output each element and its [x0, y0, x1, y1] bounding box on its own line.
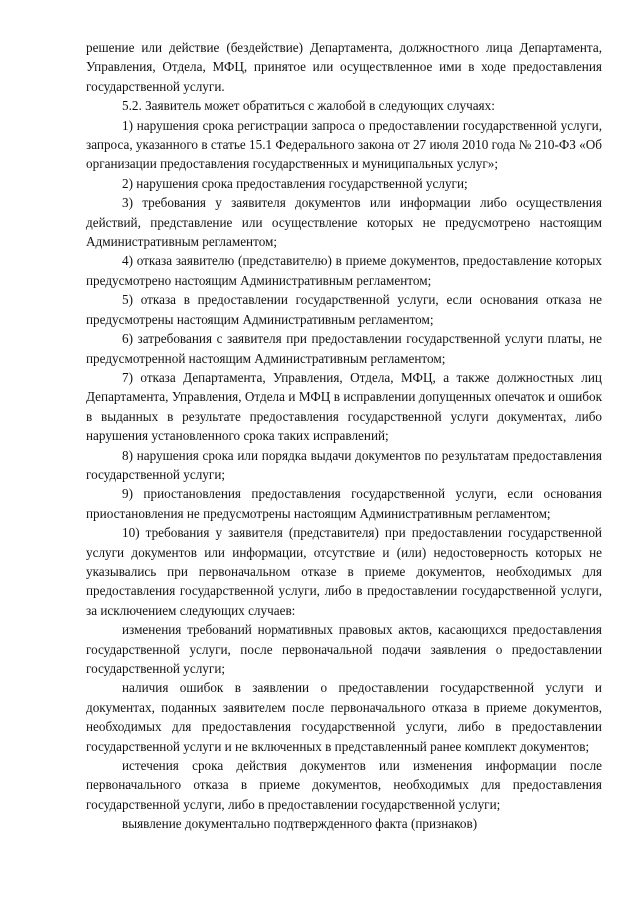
paragraph-continuation: решение или действие (бездействие) Департамента, должностного лица Департамента, Управления, Отдела, МФЦ, принятое или осуществленное ими в ходе предоставления государственной услуги. [86, 40, 602, 94]
exception-item-2: наличия ошибок в заявлении о предоставлении государственной услуги и документах, поданных заявителем после первоначального отказа в приеме документов, необходимых для предоставления государственной услуги, либо в предоставлении государственной услуги и не включенных в представленный ранее комплект документов; [86, 680, 602, 754]
list-item-8: 8) нарушения срока или порядка выдачи документов по результатам предоставления государственной услуги; [86, 447, 602, 482]
list-item-3: 3) требования у заявителя документов или информации либо осуществления действий, представление или осуществление которых не предусмотрено настоящим Административным регламентом; [86, 195, 602, 250]
exception-item-1: изменения требований нормативных правовых актов, касающихся предоставления государственной услуги, после первоначальной подачи заявления о предоставлении государственной услуги; [86, 622, 602, 676]
exception-item-4: выявление документально подтвержденного факта (признаков) [122, 816, 478, 832]
list-item-9: 9) приостановления предоставления государственной услуги, если основания приостановления не предусмотрены настоящим Административным регламентом; [86, 486, 602, 521]
list-item-10: 10) требования у заявителя (представителя) при предоставлении государственной услуги документов или информации, отсутствие и (или) недостоверность которых не указывались при первоначальном отказе в приеме документов, необходимых для предоставления государственной услуги, либо в предоставлении государственной услуги, за исключением следующих случаев: [86, 525, 602, 618]
exception-item-3: истечения срока действия документов или изменения информации после первоначального отказа в приеме документов, необходимых для предоставления государственной услуги, либо в предоставлении государственной услуги; [86, 758, 602, 812]
list-item-1: 1) нарушения срока регистрации запроса о предоставлении государственной услуги, запроса, указанного в статье 15.1 Федерального закона от 27 июля 2010 года № 210-ФЗ «Об организации предоставления государственных и муниципальных услуг»; [86, 117, 602, 172]
list-item-2: 2) нарушения срока предоставления государственной услуги; [122, 175, 468, 191]
list-item-4: 4) отказа заявителю (представителю) в приеме документов, предоставление которых предусмотрено настоящим Административным регламентом; [86, 253, 602, 288]
list-item-6: 6) затребования с заявителя при предоставлении государственной услуги платы, не предусмотренной настоящим Административным регламентом; [86, 331, 602, 366]
document-page [86, 38, 602, 834]
list-item-7: 7) отказа Департамента, Управления, Отдела, МФЦ, а также должностных лиц Департамента, Управления, Отдела и МФЦ в исправлении допущенных опечаток и ошибок в выданных в результате предоставления государственной услуги документах, либо нарушения установленного срока таких исправлений; [86, 369, 602, 444]
paragraph-5-2-heading: 5.2. Заявитель может обратиться с жалобой в следующих случаях: [122, 98, 495, 114]
list-item-5: 5) отказа в предоставлении государственной услуги, если основания отказа не предусмотрены настоящим Административным регламентом; [86, 292, 602, 327]
